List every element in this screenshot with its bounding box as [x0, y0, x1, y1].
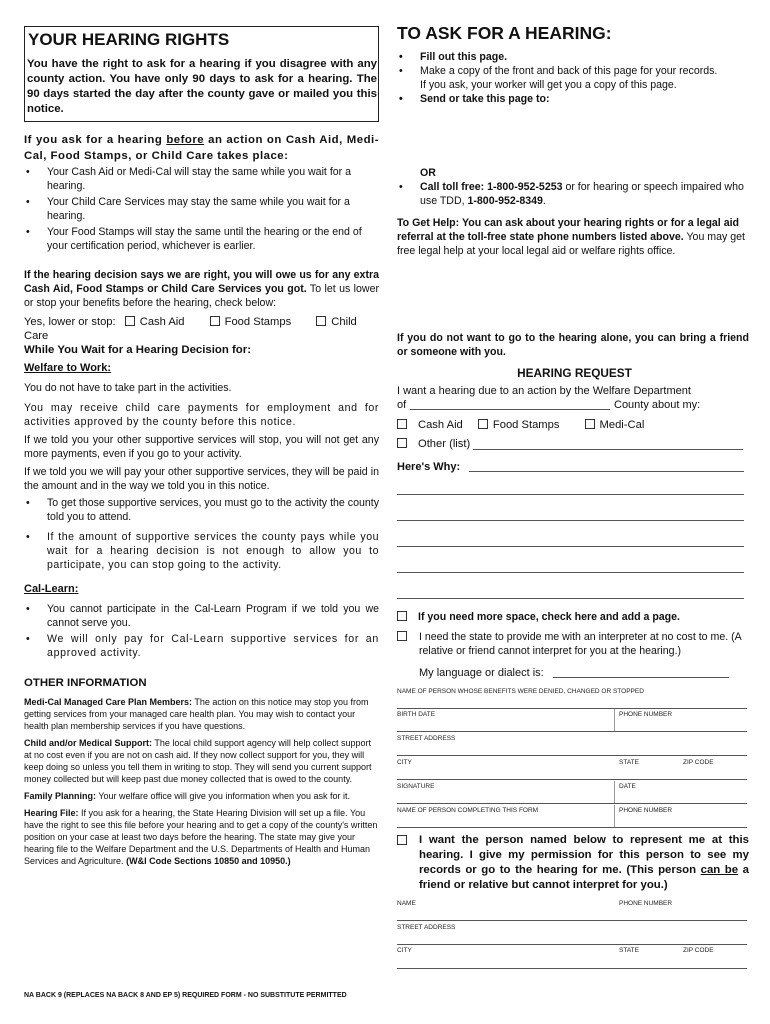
- call-toll-free: • Call toll free: 1-800-952-5253 or for hearing or speech impaired who use TDD, 1-800-952-8349.: [397, 180, 752, 208]
- list-item: • Fill out this page.: [397, 50, 752, 64]
- wtw-p3: If we told you your other supportive services will stop, you will not get any more payments, even if you go to your activity.: [24, 434, 379, 460]
- rep-street-label: STREET ADDRESS: [397, 924, 456, 931]
- county-about-label: County about my:: [614, 399, 701, 411]
- other-input-line[interactable]: [473, 449, 743, 450]
- language-input-line[interactable]: [553, 677, 729, 678]
- list-item: • You cannot participate in the Cal-Learn Program if we told you we cannot serve you.: [24, 602, 379, 630]
- lower-stop-row: Yes, lower or stop: Cash Aid Food Stamps Child Care: [24, 316, 357, 342]
- signature-label: SIGNATURE: [397, 783, 435, 790]
- other-info-heading: OTHER INFORMATION: [24, 677, 147, 689]
- cash-aid-option[interactable]: Cash Aid: [125, 316, 185, 328]
- get-help-paragraph: To Get Help: You can ask about your hearing rights or for a legal aid referral at the toll-free state phone numbers listed above. You may get free legal help at your local legal aid or welfare rights office.: [397, 217, 745, 257]
- rep-phone-label: PHONE NUMBER: [619, 900, 673, 907]
- wtw-p4: If we told you we will pay your other supportive services, they will be paid in the amount and in the way we told you in this notice.: [24, 466, 379, 492]
- rep-state-label: STATE: [619, 947, 639, 954]
- field-divider: [614, 781, 615, 804]
- req-food-stamps-checkbox[interactable]: [478, 419, 488, 429]
- request-options-row: [397, 418, 757, 432]
- date-label: DATE: [619, 783, 636, 790]
- req-medi-cal-checkbox[interactable]: [585, 419, 595, 429]
- ask-bullets: [397, 50, 752, 106]
- list-item: • Your Child Care Services may stay the same while you wait for a hearing.: [24, 195, 379, 223]
- interpreter-checkbox[interactable]: [397, 631, 407, 641]
- before-action-heading: If you ask for a hearing before an action on Cash Aid, Medi-Cal, Food Stamps, or Child Care takes place:: [24, 134, 379, 162]
- other-info-text: [24, 696, 379, 867]
- hearing-request-title: HEARING REQUEST: [517, 366, 632, 380]
- before-bullets: [24, 165, 379, 253]
- copy-note: If you ask, your worker will get you a copy of this page.: [420, 79, 677, 91]
- rep-city-label: CITY: [397, 947, 412, 954]
- ask-hearing-title: TO ASK FOR A HEARING:: [397, 23, 612, 43]
- county-input-line[interactable]: [410, 409, 610, 410]
- field-divider: [614, 805, 615, 828]
- street-field[interactable]: [397, 755, 747, 756]
- interpreter-option[interactable]: I need the state to provide me with an interpreter at no cost to me. (A relative or friend cannot interpret for you at the hearing.): [397, 630, 752, 658]
- name-denied-field[interactable]: [397, 708, 747, 709]
- req-cash-aid-checkbox[interactable]: [397, 419, 407, 429]
- cal-learn-heading: Cal-Learn:: [24, 583, 79, 595]
- child-support-paragraph: Child and/or Medical Support: The local child support agency will help collect support at no cost even if you are not on cash aid. If they now collect support for you, they will keep doing so unless you tell them in writing to stop. They will send you current support money collected but will keep past due money collected that is owed to the county.: [24, 738, 372, 784]
- or-label: OR: [420, 167, 436, 179]
- rep-zip-label: ZIP CODE: [683, 947, 714, 954]
- wait-heading: While You Wait for a Hearing Decision for:: [24, 344, 251, 356]
- rep-name-field[interactable]: [397, 920, 747, 921]
- why-input-line-3[interactable]: [397, 520, 744, 521]
- wtw-paragraphs: [24, 381, 379, 572]
- list-item: • Send or take this page to:: [397, 92, 752, 106]
- child-care-option[interactable]: Child Care: [24, 316, 357, 342]
- state-label: STATE: [619, 759, 639, 766]
- completing-phone-label: PHONE NUMBER: [619, 807, 673, 814]
- cash-aid-checkbox[interactable]: [125, 316, 135, 326]
- why-input-line-1[interactable]: [469, 471, 744, 472]
- zip-label: ZIP CODE: [683, 759, 714, 766]
- signature-date-field[interactable]: [397, 803, 747, 804]
- list-item: • Your Cash Aid or Medi-Cal will stay the same while you wait for a hearing.: [24, 165, 379, 193]
- list-item: • Make a copy of the front and back of this page for your records.: [397, 64, 752, 78]
- rep-name-label: NAME: [397, 900, 416, 907]
- form-footer: NA BACK 9 (REPLACES NA BACK 8 AND EP 5) REQUIRED FORM - NO SUBSTITUTE PERMITTED: [24, 992, 347, 999]
- birth-phone-field[interactable]: [397, 731, 747, 732]
- food-stamps-option[interactable]: Food Stamps: [210, 316, 292, 328]
- cal-learn-bullets: [24, 602, 379, 660]
- completing-field[interactable]: [397, 827, 747, 828]
- bring-friend-text: If you do not want to go to the hearing alone, you can bring a friend or someone with you.: [397, 332, 749, 358]
- list-item: • We will only pay for Cal-Learn supportive services for an approved activity.: [24, 632, 379, 660]
- why-input-line-6[interactable]: [397, 598, 744, 599]
- list-item: • Your Food Stamps will stay the same until the hearing or the end of your certification period, whichever is earlier.: [24, 225, 379, 253]
- wtw-p1: You do not have to take part in the activities.: [24, 382, 232, 394]
- representative-checkbox[interactable]: [397, 835, 407, 845]
- city-label: CITY: [397, 759, 412, 766]
- completing-name-label: NAME OF PERSON COMPLETING THIS FORM: [397, 807, 539, 814]
- street-label: STREET ADDRESS: [397, 735, 456, 742]
- req-food-stamps-option[interactable]: Food Stamps: [478, 419, 560, 431]
- rep-city-state-zip-field[interactable]: [397, 968, 747, 969]
- birth-date-label: BIRTH DATE: [397, 711, 436, 718]
- field-divider: [614, 709, 615, 732]
- wtw-p2: You may receive child care payments for employment and for activities approved by the county before this notice.: [24, 402, 379, 428]
- hearing-request-line1: I want a hearing due to an action by the Welfare Department: [397, 385, 691, 397]
- more-space-checkbox[interactable]: [397, 611, 407, 621]
- representative-option[interactable]: I want the person named below to represent me at this hearing. I give my permission for this person to see my records or go to the hearing for me. (This person can be a friend or relative but cannot interpret for you.): [397, 833, 749, 893]
- county-row: of: [397, 399, 407, 411]
- name-denied-label: NAME OF PERSON WHOSE BENEFITS WERE DENIED, CHANGED OR STOPPED: [397, 688, 644, 695]
- more-space-option[interactable]: If you need more space, check here and add a page.: [397, 610, 752, 624]
- why-input-line-2[interactable]: [397, 494, 744, 495]
- city-state-zip-field[interactable]: [397, 779, 747, 780]
- welfare-to-work-heading: Welfare to Work:: [24, 362, 112, 374]
- req-other-checkbox[interactable]: [397, 438, 407, 448]
- list-item: • If the amount of supportive services the county pays while you wait for a hearing decision is not enough to allow you to participate, you can stop going to the activity.: [24, 530, 379, 572]
- list-item: • To get those supportive services, you must go to the activity the county told you to attend.: [24, 496, 379, 524]
- food-stamps-checkbox[interactable]: [210, 316, 220, 326]
- req-other-option[interactable]: Other (list): [397, 437, 470, 451]
- req-medi-cal-option[interactable]: Medi-Cal: [585, 419, 645, 431]
- req-cash-aid-option[interactable]: Cash Aid: [397, 419, 463, 431]
- owe-paragraph: If the hearing decision says we are right, you will owe us for any extra Cash Aid, Food Stamps or Child Care Services you got. To let us lower or stop your benefits before the hearing, check below:: [24, 269, 379, 309]
- hearing-rights-box: [24, 26, 379, 122]
- medi-cal-paragraph: Medi-Cal Managed Care Plan Members: The action on this notice may stop you from getting services from your managed care health plan. You may wish to contact your health plan membership services if you have questions.: [24, 697, 369, 731]
- phone-label: PHONE NUMBER: [619, 711, 673, 718]
- hearing-rights-title: YOUR HEARING RIGHTS: [28, 30, 230, 49]
- child-care-checkbox[interactable]: [316, 316, 326, 326]
- why-input-line-4[interactable]: [397, 546, 744, 547]
- family-planning-paragraph: Family Planning: Your welfare office will give you information when you ask for it.: [24, 791, 350, 801]
- rep-street-field[interactable]: [397, 944, 747, 945]
- hearing-file-paragraph: Hearing File: If you ask for a hearing, the State Hearing Division will set up a file. You have the right to see this file before your hearing and to get a copy of the county's written position on your case at least two days before the hearing. The state may give your hearing file to the Welfare Department and the U.S. Departments of Health and Human Services and Agriculture. (W&I Code Sections 10850 and 10950.): [24, 808, 378, 866]
- language-label: My language or dialect is:: [419, 667, 544, 679]
- hearing-rights-text: You have the right to ask for a hearing if you disagree with any county action. You have only 90 days to ask for a hearing. The 90 days started the day after the county gave or mailed you this notice.: [27, 58, 377, 115]
- heres-why-label: Here's Why:: [397, 461, 461, 473]
- why-input-line-5[interactable]: [397, 572, 744, 573]
